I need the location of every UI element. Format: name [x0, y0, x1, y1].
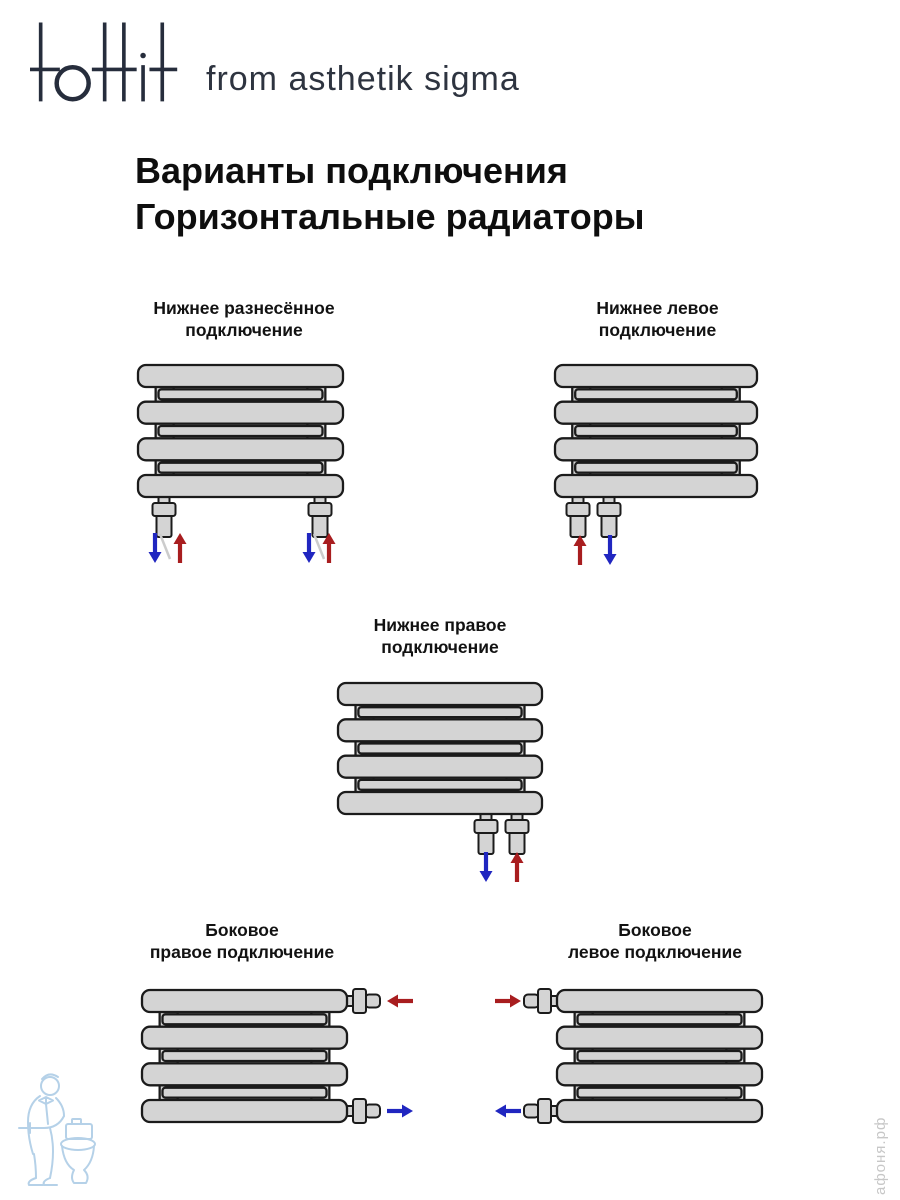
- page-title: [135, 148, 645, 240]
- return-arrow: [495, 1105, 521, 1118]
- thin-rail: [575, 389, 737, 399]
- thin-rail: [358, 780, 521, 790]
- thin-rail: [159, 426, 323, 436]
- supply-arrow: [495, 995, 521, 1008]
- thin-rail: [159, 389, 323, 399]
- thin-rail: [575, 463, 737, 473]
- thin-rail: [578, 1051, 742, 1061]
- page-title-line1: Варианты подключения: [135, 150, 568, 191]
- thin-rail: [358, 707, 521, 717]
- radiator-bar: [555, 365, 757, 387]
- valve-fitting: [598, 496, 621, 537]
- radiator-bar: [338, 719, 542, 741]
- supply-arrow: [511, 852, 524, 882]
- return-arrow: [387, 1105, 413, 1118]
- radiator-body: [555, 365, 757, 497]
- plumber-watermark: [6, 1066, 111, 1196]
- page-title-line2: Горизонтальные радиаторы: [135, 196, 645, 237]
- diagram-label-bottom-spread: Нижнее разнесённое подключение: [153, 298, 335, 340]
- radiator-bar: [138, 365, 343, 387]
- thin-rail: [578, 1088, 742, 1098]
- radiator-bar: [338, 792, 542, 814]
- valve-fitting: [524, 1099, 558, 1123]
- radiator-bar: [555, 438, 757, 460]
- valve-fitting: [309, 496, 332, 537]
- valve-fitting: [346, 989, 380, 1013]
- supply-arrow: [574, 535, 587, 565]
- site-watermark: афоня.рф: [872, 1116, 889, 1195]
- radiator-bar: [142, 1100, 347, 1122]
- valve-fitting: [567, 496, 590, 537]
- radiator-bar: [557, 1100, 762, 1122]
- thin-rail: [163, 1088, 327, 1098]
- thin-rail: [159, 463, 323, 473]
- radiator-diagram-side-left: [475, 978, 775, 1134]
- radiator-diagram-bottom-left: [535, 353, 780, 571]
- diagram-label-bottom-right: Нижнее правое подключение: [373, 615, 507, 657]
- return-arrow: [480, 852, 493, 882]
- thin-rail: [575, 426, 737, 436]
- radiator-body: [338, 683, 542, 814]
- radiator-bar: [142, 1063, 347, 1085]
- tottit-logo: [30, 20, 190, 106]
- diagram-label-side-right: Боковое правое подключение: [149, 920, 335, 962]
- radiator-diagram-side-right: [125, 978, 425, 1134]
- radiator-bar: [557, 990, 762, 1012]
- valve-fitting: [506, 813, 529, 854]
- valve-fitting: [475, 813, 498, 854]
- i-dot: [140, 53, 146, 59]
- radiator-bar: [142, 990, 347, 1012]
- supply-arrow: [387, 995, 413, 1008]
- radiator-bar: [338, 756, 542, 778]
- radiator-bar: [557, 1063, 762, 1085]
- radiator-bar: [138, 475, 343, 497]
- brand-tagline: from asthetik sigma: [206, 60, 520, 98]
- thin-rail: [163, 1051, 327, 1061]
- thin-rail: [578, 1014, 742, 1024]
- radiator-bar: [138, 402, 343, 424]
- valve-fitting: [153, 496, 176, 537]
- radiator-diagram-bottom-right: [325, 671, 565, 885]
- radiator-body: [557, 990, 762, 1122]
- thin-rail: [163, 1014, 327, 1024]
- valve-fitting: [524, 989, 558, 1013]
- radiator-body: [142, 990, 347, 1122]
- radiator-bar: [338, 683, 542, 705]
- radiator-bar: [138, 438, 343, 460]
- radiator-bar: [142, 1027, 347, 1049]
- return-arrow: [604, 535, 617, 565]
- diagram-label-bottom-left: Нижнее левое подключение: [596, 298, 719, 340]
- radiator-bar: [555, 402, 757, 424]
- thin-rail: [358, 744, 521, 754]
- radiator-diagram-bottom-spread: [115, 353, 373, 571]
- diagram-label-side-left: Боковое левое подключение: [568, 920, 742, 962]
- valve-fitting: [346, 1099, 380, 1123]
- radiator-bar: [555, 475, 757, 497]
- radiator-body: [138, 365, 343, 497]
- supply-arrow: [174, 533, 187, 563]
- radiator-bar: [557, 1027, 762, 1049]
